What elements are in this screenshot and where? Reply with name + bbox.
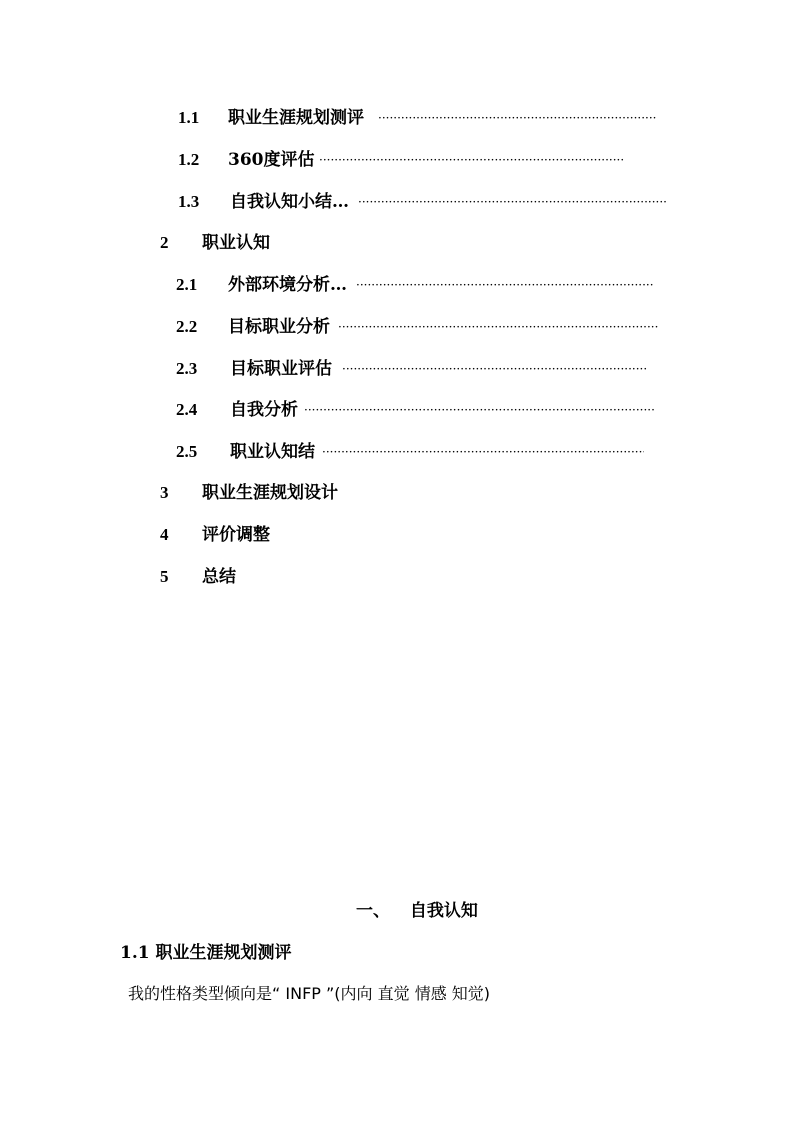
toc-title: 职业生涯规划测评 bbox=[228, 108, 364, 128]
chapter-number: 一、 bbox=[356, 901, 390, 921]
toc-number: 5 bbox=[160, 567, 169, 586]
toc-number: 4 bbox=[160, 525, 169, 544]
toc-number: 2.4 bbox=[176, 400, 198, 419]
toc-item-2[interactable] bbox=[160, 231, 360, 255]
toc-leader bbox=[304, 398, 654, 422]
toc-leader bbox=[356, 273, 654, 297]
toc-number: 2.2 bbox=[176, 317, 198, 336]
toc-number: 2.5 bbox=[176, 442, 198, 461]
section-heading: 1.1 职业生涯规划测评 bbox=[120, 943, 292, 963]
toc-number: 2.1 bbox=[176, 275, 198, 294]
toc-number: 1.1 bbox=[178, 108, 200, 127]
toc-leader bbox=[322, 440, 644, 464]
toc-item-1-2[interactable] bbox=[178, 148, 628, 172]
toc-item-2-5[interactable] bbox=[176, 440, 646, 464]
toc-number: 2 bbox=[160, 233, 169, 252]
body-paragraph: 我的性格类型倾向是“ INFP ”(内向 直觉 情感 知觉) bbox=[128, 984, 491, 1003]
toc-title: 总结 bbox=[202, 567, 236, 587]
toc-title: 自我认知小结… bbox=[230, 192, 349, 212]
toc-leader bbox=[358, 190, 668, 214]
toc-number: 3 bbox=[160, 483, 169, 502]
toc-item-2-4[interactable] bbox=[176, 398, 656, 422]
toc-title: 外部环境分析… bbox=[228, 275, 347, 295]
toc-item-4[interactable] bbox=[160, 523, 320, 547]
toc-title: 自我分析 bbox=[230, 400, 298, 420]
toc-title: 评价调整 bbox=[202, 525, 270, 545]
toc-item-1-1[interactable] bbox=[178, 106, 658, 130]
toc-item-5[interactable] bbox=[160, 565, 280, 589]
toc-title: 职业认知结 bbox=[230, 442, 315, 462]
chapter-heading bbox=[356, 896, 478, 921]
toc-number: 1.3 bbox=[178, 192, 200, 211]
toc-title: 职业生涯规划设计 bbox=[202, 483, 338, 503]
toc-leader bbox=[378, 106, 656, 130]
toc-item-3[interactable] bbox=[160, 481, 380, 505]
toc-item-2-2[interactable] bbox=[176, 315, 660, 339]
toc-item-1-3[interactable] bbox=[178, 190, 670, 214]
toc-title: 目标职业评估 bbox=[230, 359, 332, 379]
toc-title: 目标职业分析 bbox=[228, 317, 330, 337]
toc-leader bbox=[342, 357, 648, 381]
chapter-title: 自我认知 bbox=[409, 901, 478, 921]
toc-leader bbox=[338, 315, 658, 339]
toc-number: 2.3 bbox=[176, 359, 198, 378]
toc-title: 360度评估 bbox=[228, 150, 315, 170]
toc-number: 1.2 bbox=[178, 150, 200, 169]
toc-item-2-3[interactable] bbox=[176, 357, 650, 381]
toc-leader bbox=[319, 148, 624, 172]
toc-title: 职业认知 bbox=[202, 233, 270, 253]
toc-item-2-1[interactable] bbox=[176, 273, 656, 297]
